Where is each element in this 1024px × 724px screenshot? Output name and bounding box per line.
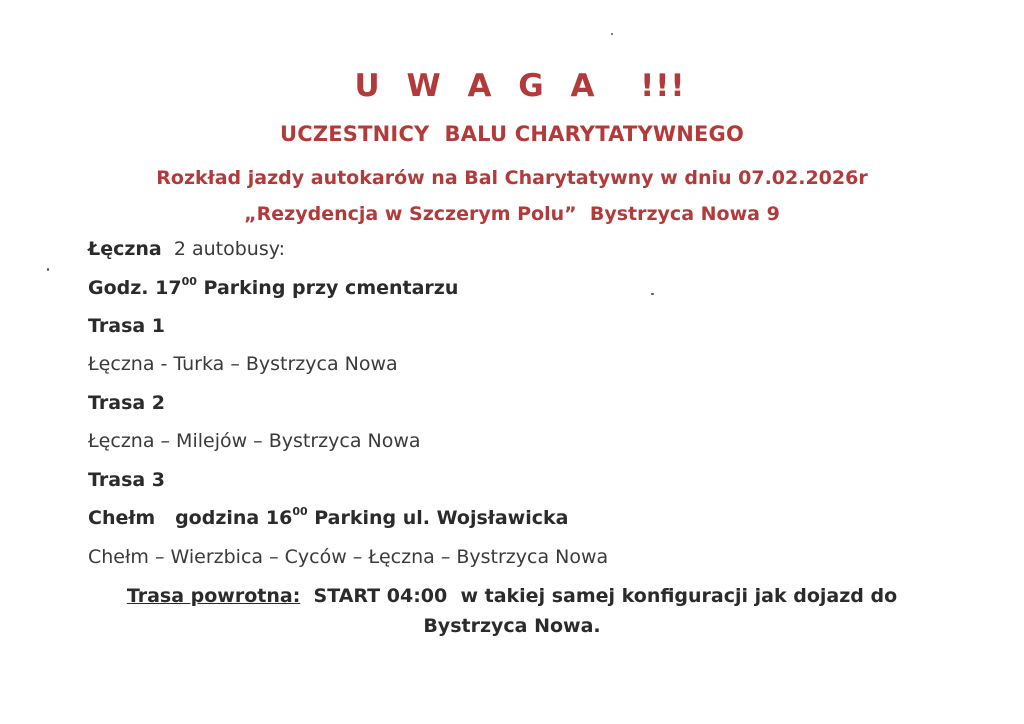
return-trip-text: START 04:00 w takiej samej konfiguracji jak dojazd do [313, 585, 898, 607]
return-trip-line-1 [0, 585, 1024, 607]
uwaga-word: U W A G A [354, 68, 603, 104]
return-trip-label: Trasa powrotna: [126, 585, 301, 607]
uwaga-exclamation: !!! [640, 68, 686, 104]
scan-speck [47, 268, 49, 271]
scan-speck [651, 293, 654, 295]
route-2-label: Trasa 2 [88, 392, 166, 414]
leczna-buses: 2 autobusy: [173, 238, 286, 260]
chelm-time-minutes: 00 [292, 505, 308, 518]
participants-heading: UCZESTNICY BALU CHARYTATYWNEGO [279, 122, 745, 146]
chelm-time-line [88, 507, 568, 529]
venue-heading: „Rezydencja w Szczerym Polu” Bystrzyca Nowa 9 [244, 203, 780, 225]
route-3-label: Trasa 3 [88, 469, 166, 491]
return-trip-line-2: Bystrzyca Nowa. [423, 615, 601, 637]
chelm-town: Chełm [88, 507, 156, 529]
chelm-path: Chełm – Wierzbica – Cyców – Łęczna – Bystrzyca Nowa [88, 546, 609, 568]
leczna-town: Łęczna [88, 238, 162, 260]
schedule-heading: Rozkład jazdy autokarów na Bal Charytatywny w dniu 07.02.2026r [156, 167, 868, 189]
scan-speck [611, 33, 613, 35]
leczna-time-minutes: 00 [181, 275, 197, 288]
chelm-time: godzina 16 [175, 507, 293, 529]
leczna-time: Godz. 17 [88, 277, 182, 299]
chelm-place: Parking ul. Wojsławicka [314, 507, 569, 529]
route-1-path: Łęczna - Turka – Bystrzyca Nowa [88, 353, 398, 375]
route-2-path: Łęczna – Milejów – Bystrzyca Nowa [88, 430, 421, 452]
leczna-place: Parking przy cmentarzu [203, 277, 459, 299]
leczna-time-line [88, 277, 458, 299]
uwaga-heading [0, 68, 1024, 104]
leczna-buses-line [88, 238, 285, 260]
route-1-label: Trasa 1 [88, 315, 166, 337]
